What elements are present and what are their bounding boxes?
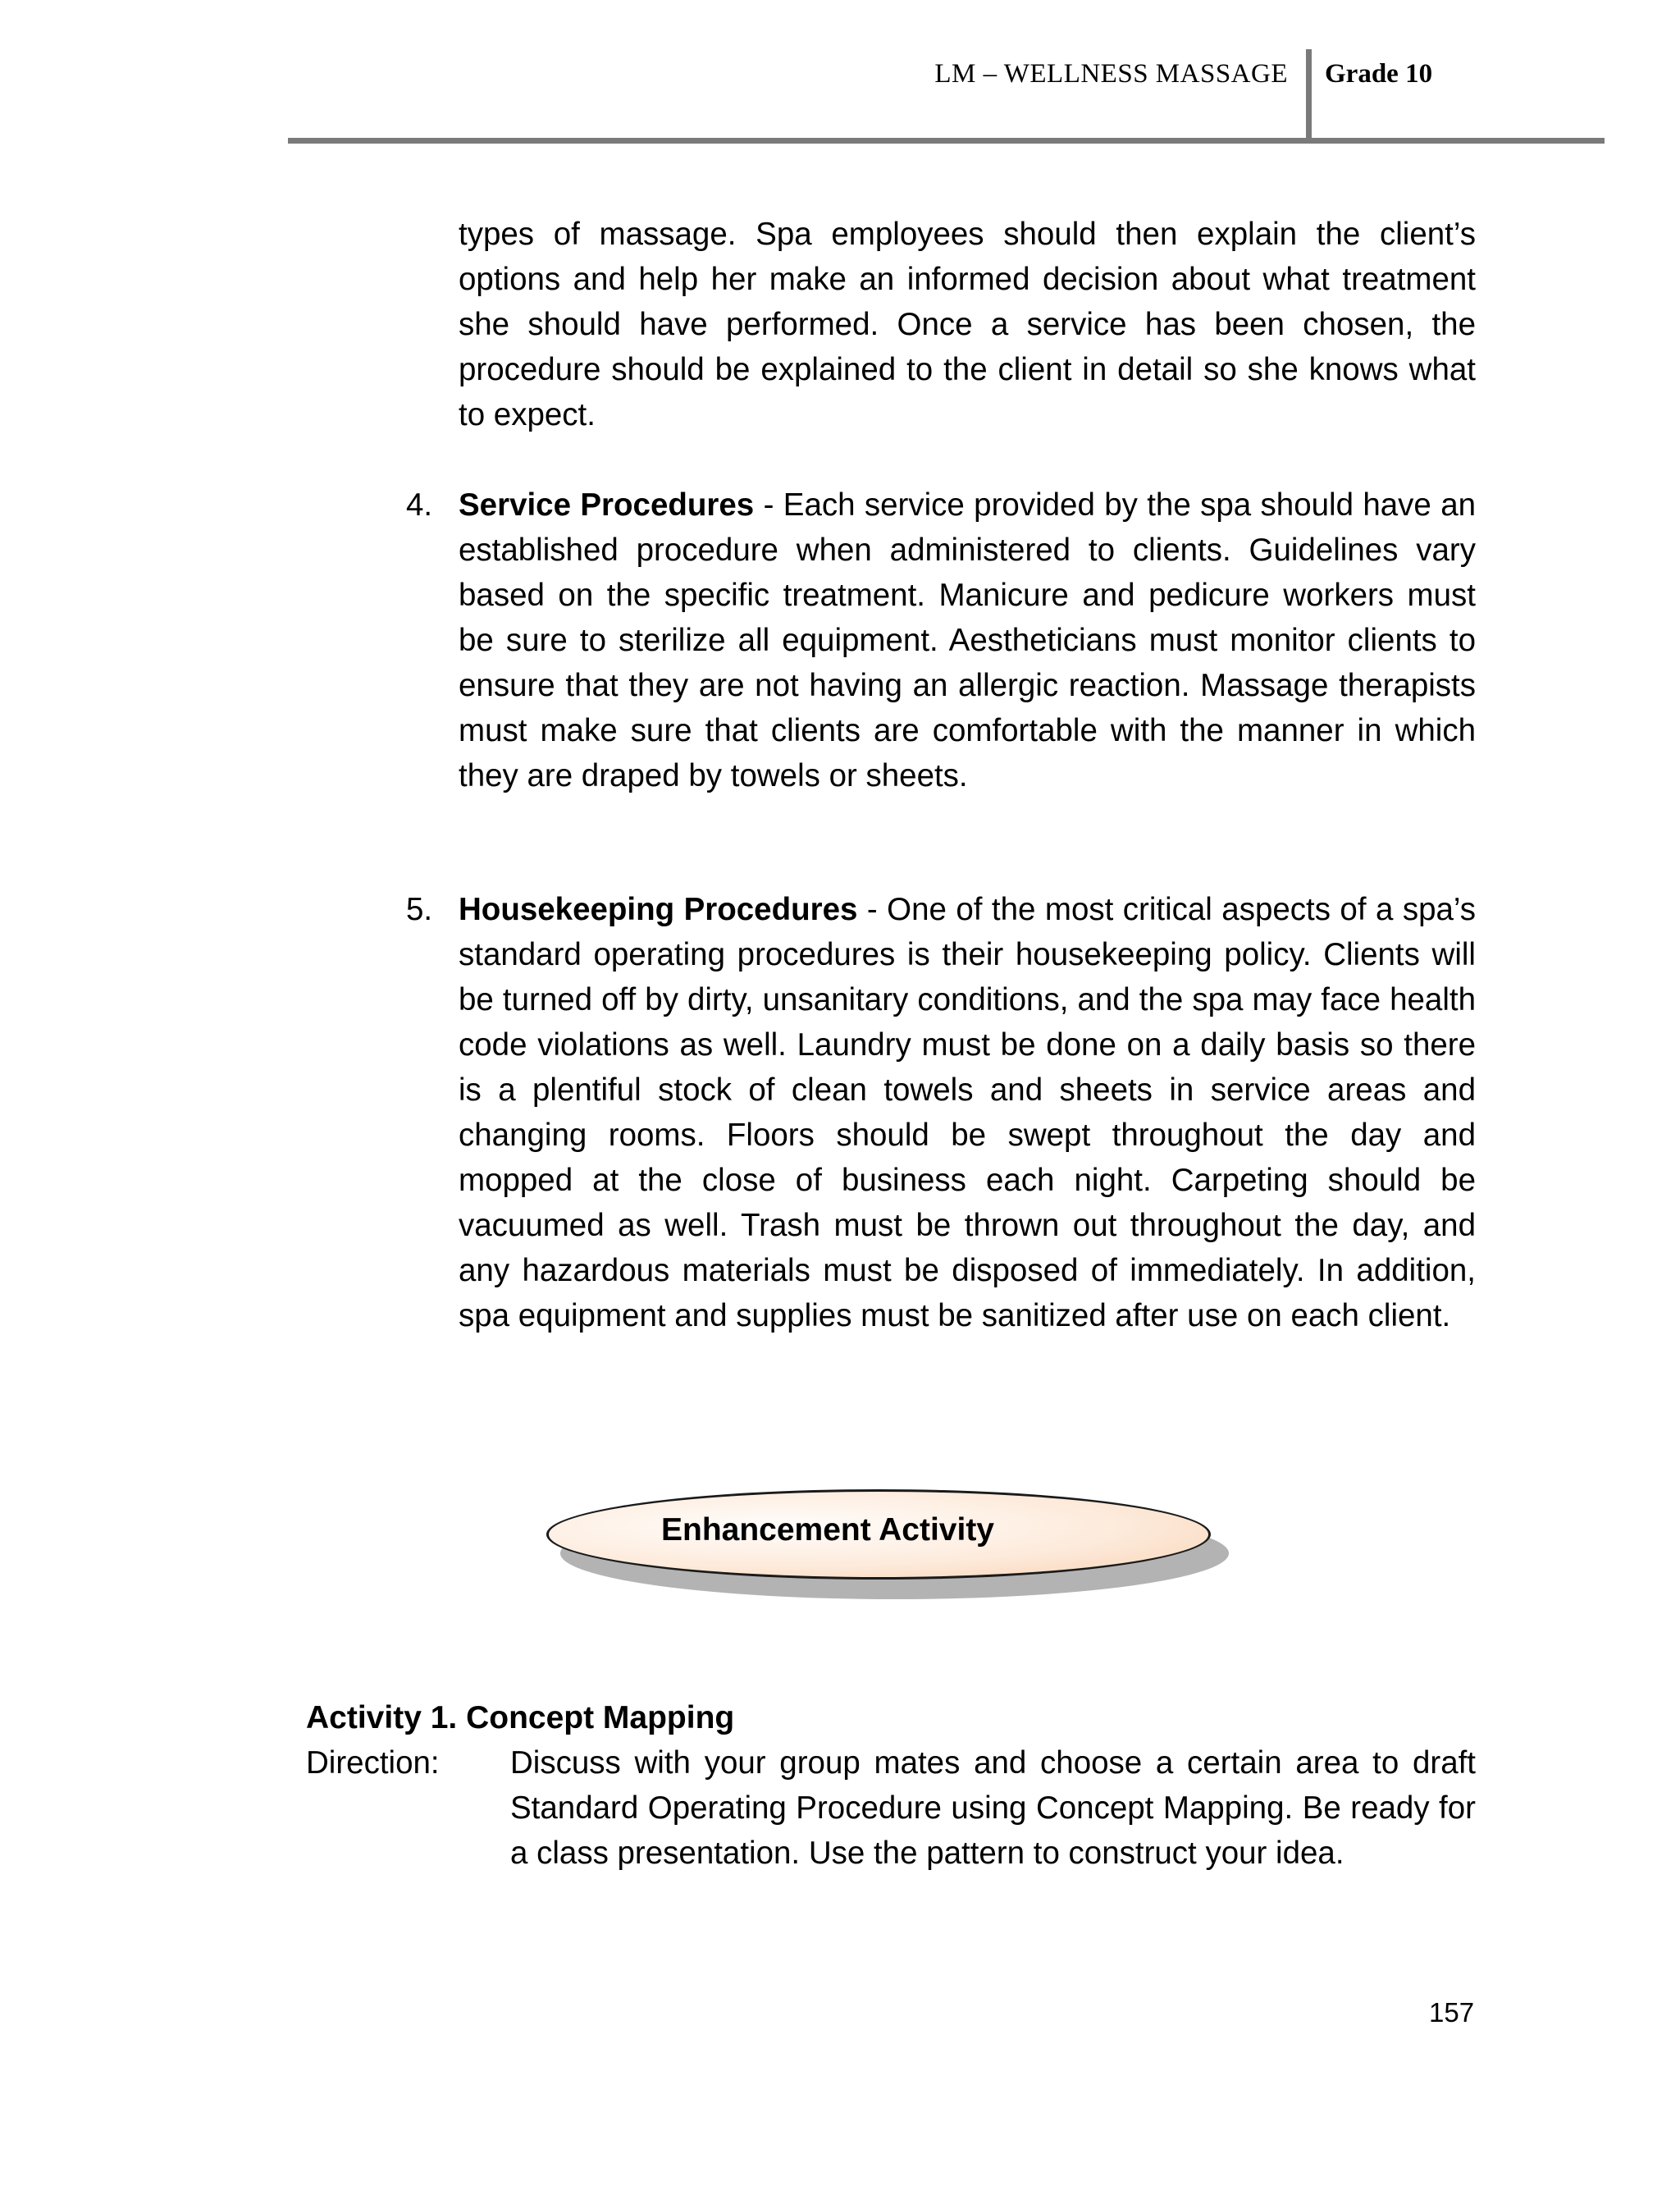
item-number: 5.: [406, 892, 433, 927]
item-paragraph: [459, 887, 1476, 1338]
item-heading: Service Procedures: [459, 487, 755, 523]
item-heading: Housekeeping Procedures: [459, 892, 858, 927]
header-divider: [1306, 49, 1312, 141]
item-text: One of the most critical aspects of a spa’s standard operating procedures is their housekeeping policy. Clients will be turned off by dirty, unsanitary conditions, and the spa may face health code violations as well. Laundry must be done on a daily basis so there is a plentiful stock of clean towels and sheets in service areas and changing rooms. Floors should be swept throughout the day and mopped at the close of business each night. Carpeting should be vacuumed as well. Trash must be thrown out throughout the day, and any hazardous materials must be disposed of immediately. In addition, spa equipment and supplies must be sanitized after use on each client.: [459, 892, 1477, 1333]
banner-label: Enhancement Activity: [661, 1512, 994, 1548]
item-number: 4.: [406, 487, 433, 523]
header-title: LM – WELLNESS MASSAGE: [934, 59, 1288, 89]
intro-paragraph: types of massage. Spa employees should then explain the client’s options and help her make an informed decision about what treatment she should have performed. Once a service has been chosen, the procedure should be explained to the client in detail so she knows what to expect.: [459, 217, 1476, 432]
direction-label: Direction:: [306, 1745, 440, 1781]
item-paragraph: [459, 482, 1476, 798]
item-text: Each service provided by the spa should have an established procedure when administered to clients. Guidelines vary based on the specific treatment. Manicure and pedicure workers must be sure to sterilize all equipment. Aestheticians must monitor clients to ensure that they are not having an allergic reaction. Massage therapists must make sure that clients are comfortable with the manner in which they are draped by towels or sheets.: [459, 487, 1477, 793]
item-separator: -: [754, 487, 783, 523]
item-separator: -: [857, 892, 888, 927]
activity-title: Activity 1. Concept Mapping: [306, 1700, 735, 1735]
header-grade: Grade 10: [1325, 59, 1433, 89]
direction-text: Discuss with your group mates and choose a certain area to draft Standard Operating Procedure using Concept Mapping. Be ready for a class presentation. Use the pattern to construct your idea.: [510, 1745, 1476, 1871]
page-number: 157: [1429, 1997, 1475, 2028]
header-rule: [288, 138, 1605, 144]
